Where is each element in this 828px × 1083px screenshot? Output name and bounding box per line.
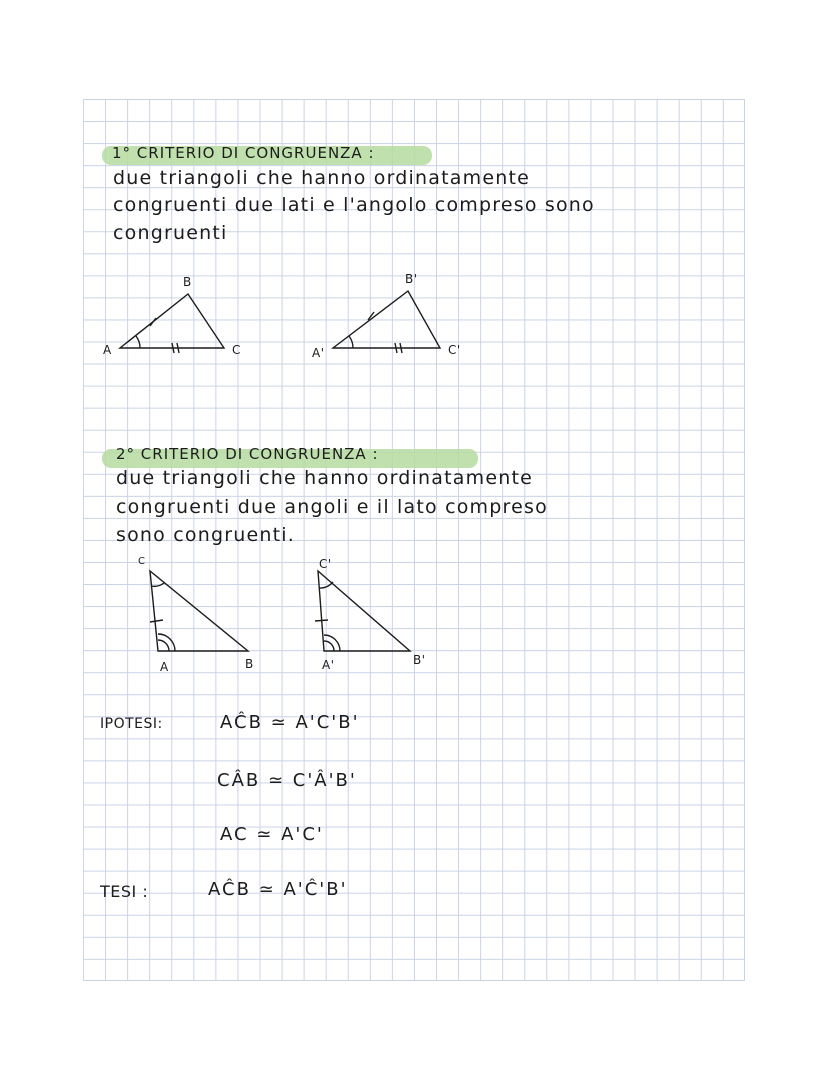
tesi-line: AĈB ≃ A'Ĉ'B' (208, 879, 348, 900)
section2-line-1: due triangoli che hanno ordinatamente (116, 467, 533, 489)
section2-heading: 2° CRITERIO DI CONGRUENZA : (116, 445, 379, 463)
angle-mark-a-prime-inner (324, 641, 334, 651)
label-a: A (103, 343, 112, 357)
label-b-2-prime: B' (413, 653, 426, 667)
label-a-2-prime: A' (322, 658, 335, 672)
ipotesi-line-2: CÂB ≃ C'Â'B' (217, 770, 357, 791)
label-b-prime: B' (405, 272, 418, 286)
label-a-prime: A' (312, 346, 325, 360)
label-b-2: B (245, 657, 254, 671)
label-b: B (183, 275, 192, 289)
label-c-2-prime: C' (319, 557, 332, 571)
ipotesi-line-1: AĈB ≃ A'C'B' (220, 712, 360, 733)
tesi-label: TESI : (100, 882, 149, 901)
label-c-prime: C' (448, 343, 461, 357)
section1-line-1: due triangoli che hanno ordinatamente (113, 167, 530, 189)
angle-mark-a-prime-outer (324, 635, 340, 651)
triangle-outline-2 (150, 571, 248, 651)
angle-mark-a-inner (158, 640, 169, 651)
tick-mark-ca (150, 620, 163, 622)
label-c: C (232, 343, 241, 357)
section1-heading: 1° CRITERIO DI CONGRUENZA : (112, 144, 375, 162)
ipotesi-line-3: AC ≃ A'C' (220, 824, 324, 845)
tick-mark-ca-prime (315, 620, 328, 621)
section1-line-2: congruenti due lati e l'angolo compreso sono (113, 194, 595, 216)
section1-line-3: congruenti (113, 222, 228, 244)
label-c-2: C (138, 556, 146, 567)
section2-line-2: congruenti due angoli e il lato compreso (116, 496, 548, 518)
angle-mark-a-outer (158, 634, 175, 651)
section2-line-3: sono congruenti. (116, 524, 295, 546)
angle-mark-c (151, 583, 164, 586)
label-a-2: A (160, 660, 169, 674)
ipotesi-label: IPOTESI: (100, 716, 163, 732)
